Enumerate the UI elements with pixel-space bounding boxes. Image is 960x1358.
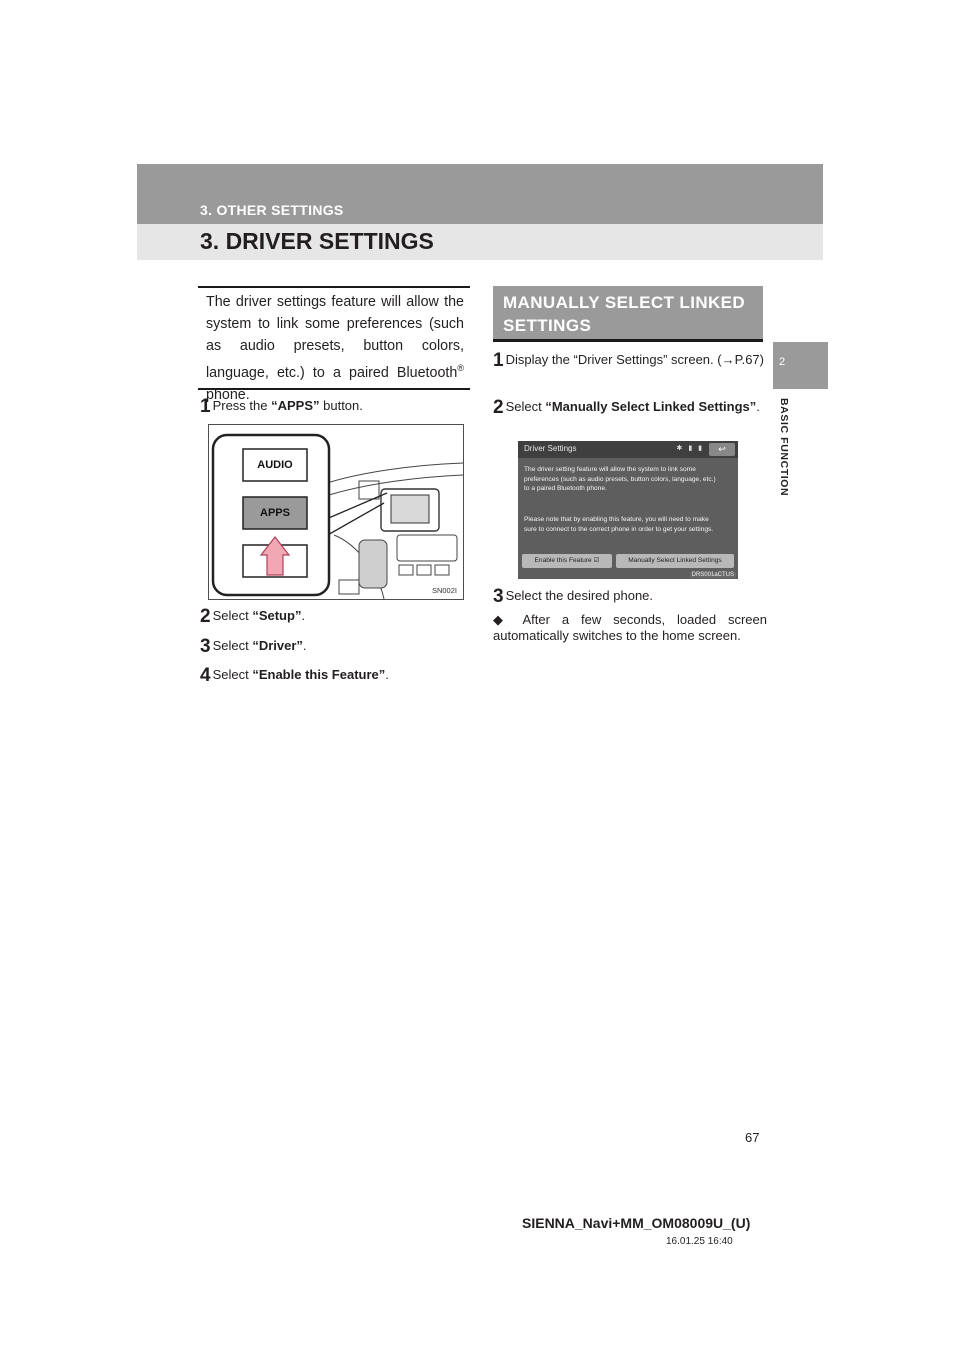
apps-button-label: APPS: [260, 507, 290, 519]
screen-paragraph-1: [524, 465, 734, 494]
right-step-3: [493, 586, 653, 607]
step-text-end: .: [756, 399, 760, 414]
intro-text-end: phone.: [206, 386, 250, 403]
screen-line: The driver setting feature will allow the system to link some: [524, 466, 696, 473]
step-number: 3: [200, 636, 211, 657]
step-text: Select: [505, 399, 546, 414]
screen-line: to a paired Bluetooth phone.: [524, 485, 607, 492]
chapter-number: 2: [779, 356, 786, 368]
step-text: Select: [212, 638, 253, 653]
note-bullet: [493, 612, 767, 644]
screen-line: preferences (such as audio presets, button colors, language, etc.): [524, 475, 716, 483]
step-text: Display the “Driver Settings” screen. (→P.67): [505, 352, 764, 367]
step-emphasis: “Setup”: [252, 608, 302, 623]
intro-box: [198, 286, 470, 403]
figure-code: DRS001aCTUS: [691, 572, 734, 578]
diamond-bullet-icon: ◆: [493, 612, 512, 627]
checkbox-icon: ☑: [593, 557, 600, 564]
enable-feature-label: Enable this Feature: [534, 557, 592, 564]
apps-button-illustration: [208, 424, 464, 600]
right-step-1: [493, 350, 767, 371]
screen-line: sure to connect to the correct phone in order to get your settings.: [524, 525, 714, 533]
step-emphasis: “Driver”: [252, 638, 303, 653]
screen-title: Driver Settings: [524, 444, 577, 453]
section-label: 3. OTHER SETTINGS: [200, 202, 344, 218]
step-text: Select: [212, 667, 253, 682]
right-step-2: [493, 397, 767, 418]
step-text-end: button.: [319, 398, 363, 413]
step-number: 2: [200, 606, 211, 627]
step-text: Press the: [212, 398, 272, 413]
status-icons: ✱ ▮ ▮: [676, 445, 704, 452]
intro-text: The driver settings feature will allow the system to link some preferences (such as audio presets, button colors, language, etc.) to a paired Bluetooth: [206, 294, 464, 381]
chapter-label: BASIC FUNCTION: [778, 398, 790, 497]
step-emphasis: “APPS”: [271, 398, 320, 413]
step-number: 1: [493, 350, 504, 371]
note-text: After a few seconds, loaded screen automatically switches to the home screen.: [493, 612, 767, 643]
page-number: 67: [745, 1130, 760, 1145]
screen-paragraph-2: [524, 515, 734, 534]
step-text-end: .: [302, 638, 307, 653]
section-heading: MANUALLY SELECT LINKED SETTINGS: [493, 286, 763, 342]
step-number: 3: [493, 586, 504, 607]
step-text-end: .: [301, 608, 306, 623]
step-1: [200, 396, 363, 417]
step-2: [200, 606, 305, 627]
document-id: SIENNA_Navi+MM_OM08009U_(U): [522, 1215, 751, 1231]
step-emphasis: “Enable this Feature”: [252, 667, 386, 682]
document-stamp: 16.01.25 16:40: [666, 1236, 733, 1247]
step-3: [200, 636, 307, 657]
step-text: Select: [212, 608, 253, 623]
step-emphasis: “Manually Select Linked Settings”: [545, 399, 757, 414]
step-number: 1: [200, 396, 211, 417]
screen-line: Please note that by enabling this feature, you will need to make: [524, 516, 709, 523]
enable-feature-button[interactable]: [522, 554, 612, 568]
registered-mark: ®: [457, 363, 464, 373]
page-title: 3. DRIVER SETTINGS: [200, 228, 434, 254]
step-number: 2: [493, 397, 504, 418]
audio-button-label: AUDIO: [257, 459, 293, 471]
step-text-end: .: [385, 667, 389, 682]
figure-code: SN002I: [431, 586, 457, 595]
driver-settings-screen: [518, 441, 738, 579]
manually-select-button[interactable]: Manually Select Linked Settings: [616, 554, 734, 568]
step-4: [200, 665, 389, 686]
step-text: Select the desired phone.: [505, 588, 654, 603]
back-icon[interactable]: ↩: [709, 443, 735, 456]
step-number: 4: [200, 665, 211, 686]
